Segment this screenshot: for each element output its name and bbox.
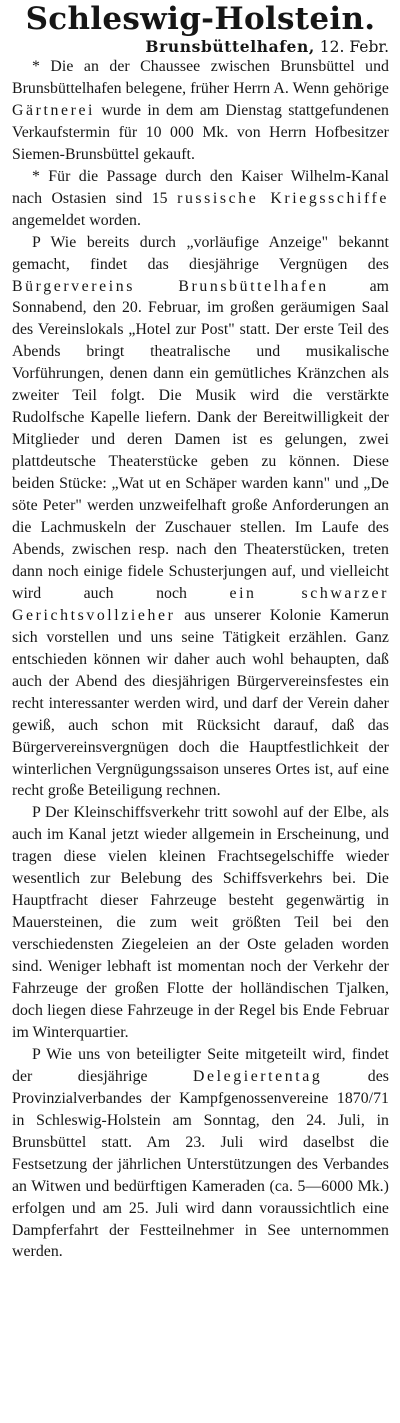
text-run: aus unserer Kolonie Kamerun sich vorstellen und uns seine Tätigkeit erzählen. Ganz entschieden können wir daher auch wohl behaupten, daß auch der Abend des diesjährigen Bürgervereinsfestes ein recht interessanter werden wird, und darf der Verein daher gewiß, auch schon mit Rücksicht darauf, daß das Bürgervereinsvergnügen doch die Hauptfestlichkeit der winterlichen Vergnügungssaison unseres Ortes ist, auf eine recht große Beteiligung rechnen. (12, 606, 389, 800)
news-item-delegiertentag (12, 1044, 389, 1264)
text-run: P Wie bereits durch „vorläufige Anzeige" bekannt gemacht, findet das diesjährige Vergnügen des (12, 233, 389, 273)
dateline-date: 12. Febr. (319, 38, 389, 56)
newspaper-column (0, 2, 400, 1423)
news-item-garden-sale (12, 56, 389, 166)
news-item-buergerverein (12, 232, 389, 803)
text-run: P Der Kleinschiffsverkehr tritt sowohl auf der Elbe, als auch im Kanal jetzt wieder allgemein in Erscheinung, und tragen diese vielen kleinen Frachtsegelschiffe wieder wesentlich zur Belebung des Schiffsverkehrs bei. Die Hauptfracht dieser Fahrzeuge besteht gegenwärtig in Mauersteinen, die zum weit größten Teil bei den verschiedensten Ziegeleien an der Oste geladen worden sind. Weniger lebhaft ist momentan noch der Verkehr der Fahrzeuge der großen Flotte der holländischen Tjalken, doch liegen diese Fahrzeuge in der Regel bis Ende Februar im Winterquartier. (12, 804, 389, 1041)
spaced-text: ein schwarzer Gerichtsvollzieher (12, 584, 389, 624)
spaced-text: russische Kriegsschiffe (177, 189, 390, 207)
dateline (12, 38, 389, 56)
text-run: am Sonnabend, den 20. Februar, im großen geräumigen Saal des Vereinslokals „Hotel zur Post" statt. Der erste Teil des Abends bringt theatralische und musikalische Vorführungen, denen dann ein gemütliches Kränzchen als zweiter Teil folgt. Die Musik wird die verstärkte Rudolfsche Kapelle liefern. Dank der Bereitwilligkeit der Mitglieder und deren Damen ist es gelungen, zwei plattdeutsche Theaterstücke geben zu können. Diese beiden Stücke: „Wat ut en Schäper warden kann" und „De söte Peter" werden unzweifelhaft große Anforderungen an die Lachmuskeln der Zuschauer stellen. Im Laufe des Abends, zwischen resp. nach den Theaterstücken, treten dann noch einige fidele Schusterjungen auf, und vielleicht wird auch noch (12, 277, 389, 602)
article-body (12, 56, 389, 1263)
news-item-shipping (12, 802, 389, 1043)
text-run: * Für die Passage durch den Kaiser Wilhelm-Kanal nach Ostasien sind 15 (12, 167, 389, 207)
text-run: P Wie uns von beteiligter Seite mitgeteilt wird, findet der diesjährige (12, 1045, 389, 1085)
section-headline: Schleswig-Holstein. (25, 1, 376, 37)
news-item-warships (12, 166, 389, 232)
spaced-text: Bürgervereins Brunsbüttelhafen (12, 277, 329, 295)
dateline-place: Brunsbüttelhafen, (145, 37, 315, 56)
text-run: des Provinzialverbandes der Kampfgenossenvereine 1870/71 in Schleswig-Holstein am Sonntag, den 24. Juli, in Brunsbüttel statt. Am 23. Juli wird daselbst die Festsetzung der jährlichen Unterstützungen des Verbandes an Witwen und bedürftigen Kameraden (ca. 5—6000 Mk.) erfolgen und am 25. Juli wird dann voraussichtlich eine Dampferfahrt der Festteilnehmer in See unternommen werden. (12, 1067, 389, 1261)
spaced-text: Delegiertentag (192, 1067, 323, 1085)
spaced-text: Gärtnerei (12, 101, 96, 119)
text-run: wurde in dem am Dienstag stattgefundenen Verkaufstermin für 10 000 Mk. von Herrn Hofbesitzer Siemen-Brunsbüttel gekauft. (12, 101, 389, 163)
text-run: angemeldet worden. (12, 211, 141, 229)
text-run: * Die an der Chaussee zwischen Brunsbüttel und Brunsbüttelhafen belegene, früher Herrn A. Wenn gehörige (12, 58, 389, 97)
